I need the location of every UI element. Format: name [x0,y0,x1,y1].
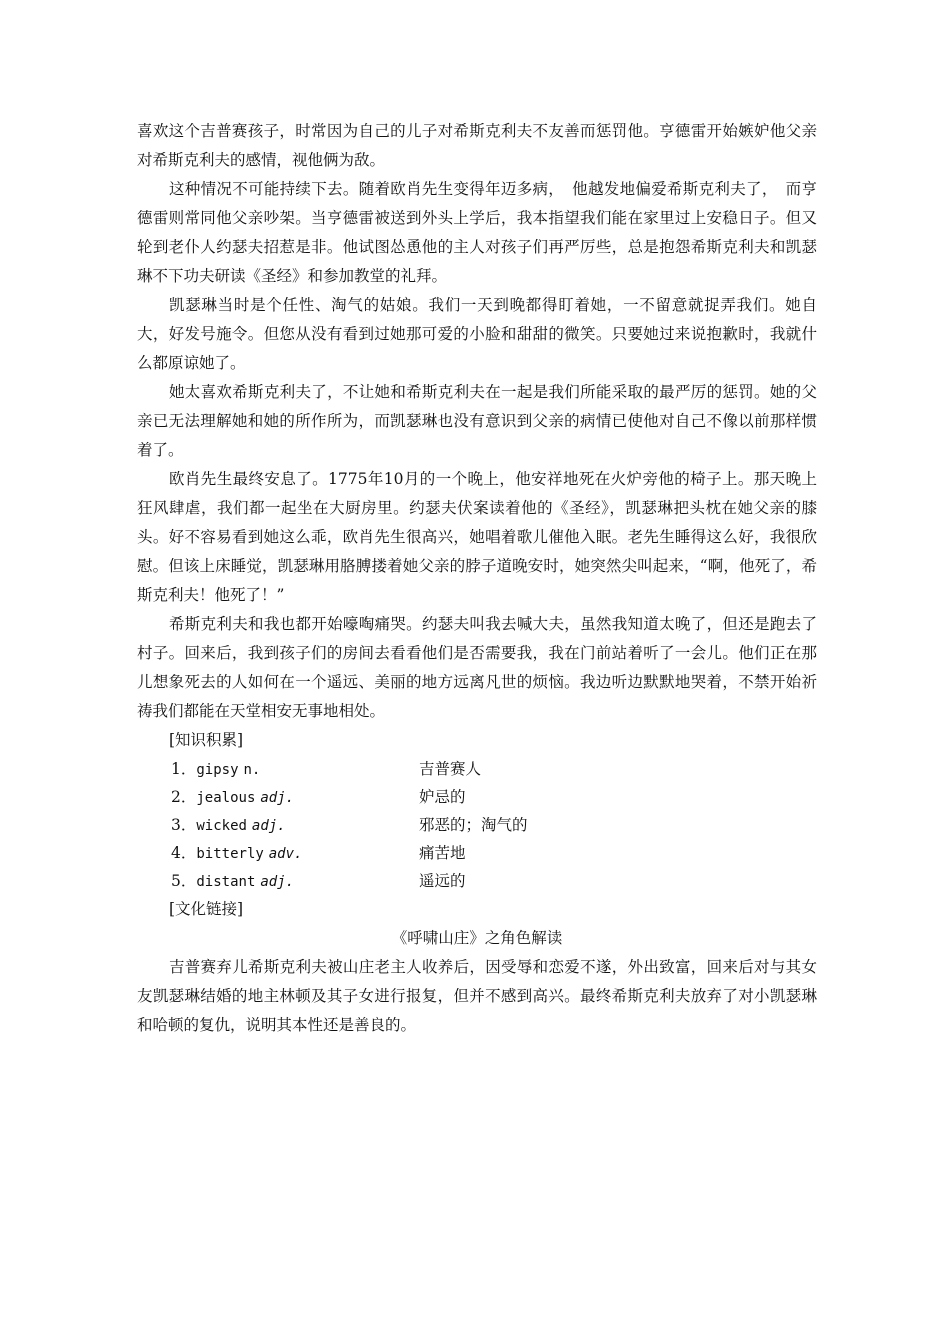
story-paragraph-6: 希斯克利夫和我也都开始嚎啕痛哭。约瑟夫叫我去喊大夫，虽然我知道太晚了，但还是跑去了村子。回来后，我到孩子们的房间去看看他们是否需要我，我在门前站着听了一会儿。他们正在那儿想象死去的人如何在一个遥远、美丽的地方远离凡世的烦恼。我边听边默默地哭着，不禁开始祈祷我们都能在天堂相安无事地相处。 [137,615,817,720]
vocabulary-part-of-speech: adv. [268,846,303,862]
story-paragraph-4: 她太喜欢希斯克利夫了，不让她和希斯克利夫在一起是我们所能采取的最严厉的惩罚。她的父亲已无法理解她和她的所作所为，而凯瑟琳也没有意识到父亲的病情已使他对自己不像以前那样惯着了。 [137,383,817,459]
vocabulary-number: 2． [171,788,197,806]
vocabulary-meaning: 吉普赛人 [419,760,482,778]
vocabulary-word: jealous [196,790,256,806]
vocabulary-item [137,755,817,783]
vocabulary-part-of-speech: adj. [260,790,295,806]
vocabulary-meaning: 妒忌的 [419,788,466,806]
vocabulary-item [137,811,817,839]
vocabulary-word: wicked [196,818,247,834]
vocabulary-item [137,867,817,895]
vocabulary-part-of-speech: n. [243,762,261,778]
vocabulary-term [137,839,419,867]
culture-subtitle: 《呼啸山庄》之角色解读 [391,929,563,947]
story-paragraph-1: 喜欢这个吉普赛孩子，时常因为自己的儿子对希斯克利夫不友善而惩罚他。亨德雷开始嫉妒他父亲对希斯克利夫的感情，视他俩为敌。 [137,122,817,169]
vocabulary-number: 5． [171,872,197,890]
vocabulary-list [137,755,817,895]
vocabulary-word: bitterly [196,846,264,862]
vocabulary-number: 3． [171,816,197,834]
vocabulary-item [137,783,817,811]
vocabulary-term [137,867,419,895]
document-page [137,117,817,1040]
story-paragraph-5: 欧肖先生最终安息了。1775年10月的一个晚上，他安祥地死在火炉旁他的椅子上。那天晚上狂风肆虐，我们都一起坐在大厨房里。约瑟夫伏案读着他的《圣经》，凯瑟琳把头枕在她父亲的膝头。好不容易看到她这么乖，欧肖先生很高兴，她唱着歌儿催他入眠。老先生睡得这么好，我很欣慰。但该上床睡觉，凯瑟琳用胳膊搂着她父亲的脖子道晚安时，她突然尖叫起来，“啊，他死了，希斯克利夫！他死了！” [137,470,817,604]
vocabulary-word: distant [196,874,256,890]
vocabulary-part-of-speech: adj. [251,818,286,834]
vocabulary-term [137,811,419,839]
story-paragraph-2: 这种情况不可能持续下去。随着欧肖先生变得年迈多病， 他越发地偏爱希斯克利夫了， 而亨德雷则常同他父亲吵架。当亨德雷被送到外头上学后，我本指望我们能在家里过上安稳日子。但又轮到老仆人约瑟夫招惹是非。他试图怂恿他的主人对孩子们再严厉些，总是抱怨希斯克利夫和凯瑟琳不下功夫研读《圣经》和参加教堂的礼拜。 [137,180,817,285]
vocabulary-meaning: 痛苦地 [419,844,466,862]
vocabulary-part-of-speech: adj. [260,874,295,890]
vocabulary-meaning: 遥远的 [419,872,466,890]
vocabulary-meaning: 邪恶的；淘气的 [419,816,528,834]
story-paragraph-3: 凯瑟琳当时是个任性、淘气的姑娘。我们一天到晚都得盯着她，一不留意就捉弄我们。她自大，好发号施令。但您从没有看到过她那可爱的小脸和甜甜的微笑。只要她过来说抱歉时，我就什么都原谅她了。 [137,296,817,372]
vocabulary-item [137,839,817,867]
vocabulary-number: 4． [171,844,197,862]
vocabulary-term [137,783,419,811]
vocabulary-word: gipsy [196,762,239,778]
vocabulary-number: 1． [171,760,197,778]
culture-heading: [文化链接] [169,900,244,918]
culture-paragraph: 吉普赛弃儿希斯克利夫被山庄老主人收养后，因受辱和恋爱不遂，外出致富，回来后对与其女友凯瑟琳结婚的地主林顿及其子女进行报复，但并不感到高兴。最终希斯克利夫放弃了对小凯瑟琳和哈顿的复仇，说明其本性还是善良的。 [137,958,817,1034]
knowledge-heading: [知识积累] [169,731,244,749]
vocabulary-term [137,755,419,783]
